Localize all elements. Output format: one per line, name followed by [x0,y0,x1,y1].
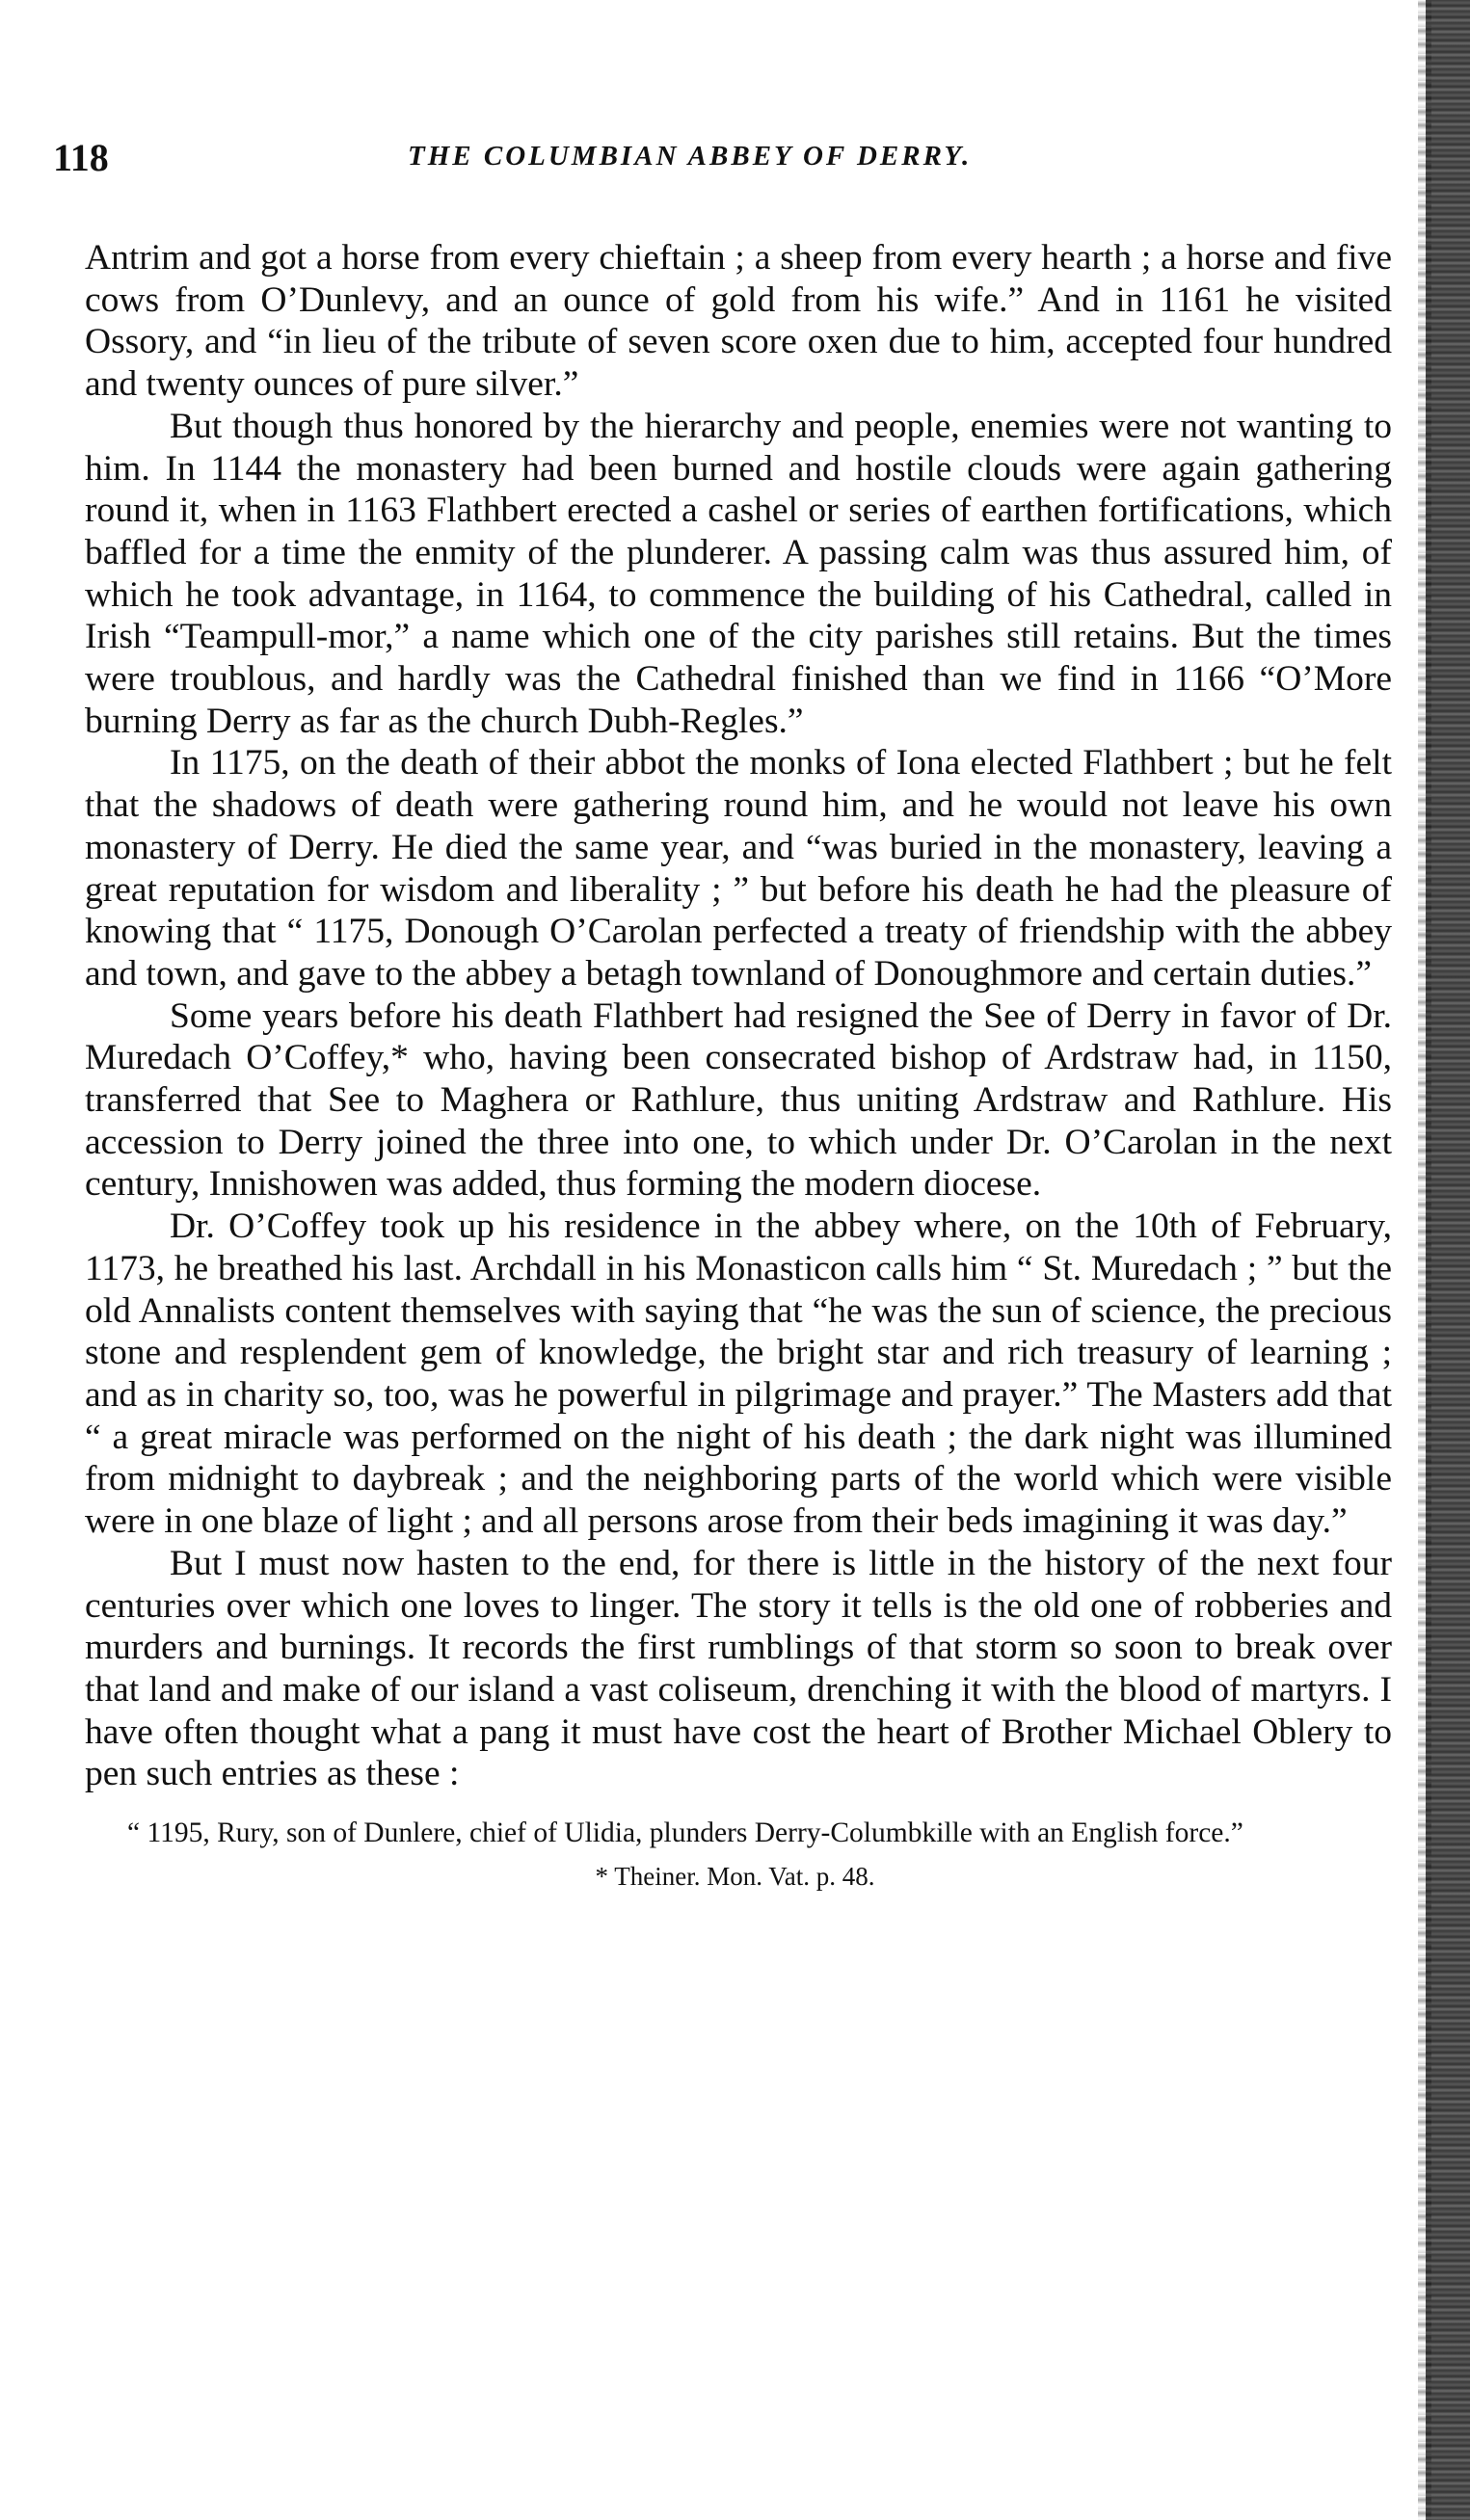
page-header [53,135,1403,193]
page-edge-shadow [1426,0,1470,2520]
body-text [85,237,1392,1795]
paragraph: But though thus honored by the hierarchy and people, enemies were not wanting to him. In 1144 the monastery had been burned and hostile clouds were again gathering round it, when in 1163 Flathbert erected a cashel or series of earthen fortifications, which baffled for a time the enmity of the plunderer. A passing calm was thus assured him, of which he took advantage, in 1164, to commence the building of his Cathedral, called in Irish “Teampull-mor,” a name which one of the city parishes still retains. But the times were troublous, and hardly was the Cathedral finished than we find in 1166 “O’More burning Derry as far as the church Dubh-Regles.” [85,406,1392,741]
paragraph: But I must now hasten to the end, for there is little in the history of the next four centuries over which one loves to linger. The story it tells is the old one of robberies and murders and burnings. It records the first rumblings of that storm so soon to break over that land and make of our island a vast coliseum, drenching it with the blood of martyrs. I have often thought what a pang it must have cost the heart of Brother Michael Oblery to pen such entries as these : [85,1543,1392,1794]
block-quote: “ 1195, Rury, son of Dunlere, chief of Ulidia, plunders Derry-Columbkille with an English force.” [127,1817,1243,1848]
paragraph: In 1175, on the death of their abbot the monks of Iona elected Flathbert ; but he felt that the shadows of death were gathering round him, and he would not leave his own monastery of Derry. He died the same year, and “was buried in the monastery, leaving a great reputation for wisdom and liberality ; ” but before his death he had the pleasure of knowing that “ 1175, Donough O’Carolan perfected a treaty of friendship with the abbey and town, and gave to the abbey a betagh townland of Donoughmore and certain duties.” [85,743,1392,994]
paragraph: Some years before his death Flathbert had resigned the See of Derry in favor of Dr. Muredach O’Coffey,* who, having been consecrated bishop of Ardstraw had, in 1150, transferred that See to Maghera or Rathlure, thus uniting Ardstraw and Rathlure. His accession to Derry joined the three into one, to which under Dr. O’Carolan in the next century, Innishowen was added, thus forming the modern diocese. [85,995,1392,1205]
footnote: * Theiner. Mon. Vat. p. 48. [595,1862,875,1891]
paragraph: Antrim and got a horse from every chieftain ; a sheep from every hearth ; a horse and five cows from O’Dunlevy, and an ounce of gold from his wife.” And in 1161 he visited Ossory, and “in lieu of the tribute of seven score oxen due to him, accepted four hundred and twenty ounces of pure silver.” [85,238,1392,405]
running-title: THE COLUMBIAN ABBEY OF DERRY. [408,141,973,172]
page-number: 118 [53,136,109,179]
page-edge-texture [1418,0,1431,2520]
paragraph: Dr. O’Coffey took up his residence in the abbey where, on the 10th of February, 1173, he breathed his last. Archdall in his Monasticon calls him “ St. Muredach ; ” but the old Annalists content themselves with saying that “he was the sun of science, the precious stone and resplendent gem of knowledge, the bright star and rich treasury of learning ; and as in charity so, too, was he powerful in pilgrimage and prayer.” The Masters add that “ a great miracle was performed on the night of his death ; the dark night was illumined from midnight to daybreak ; and the neighboring parts of the world which were visible were in one blaze of light ; and all persons arose from their beds imagining it was day.” [85,1207,1392,1542]
